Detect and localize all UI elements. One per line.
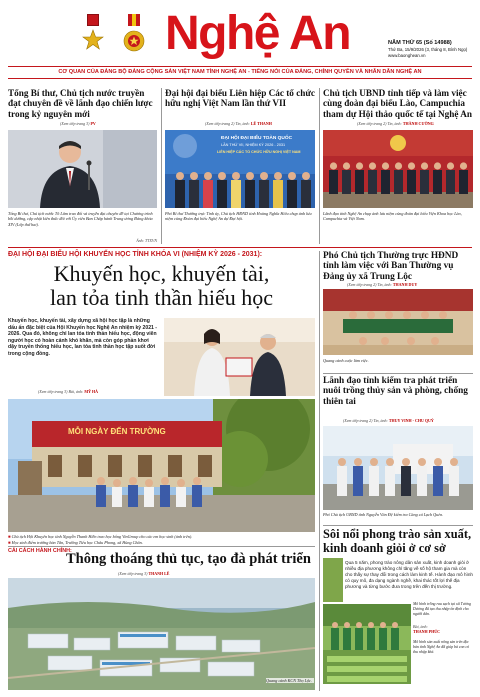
right-story-1[interactable]	[323, 251, 473, 371]
school-banner: MỖI NGÀY ĐẾN TRƯỜNG	[68, 427, 166, 436]
right-story-3-byline: Bài, ảnh: THANH PHÚC	[413, 624, 440, 634]
admin-reform-caption: Quang cảnh KCN Thọ Lộc.	[266, 678, 314, 683]
right-story-2-photo	[323, 426, 473, 510]
right-story-3[interactable]	[323, 528, 473, 690]
labor-order-medal-icon	[122, 14, 146, 60]
newspaper-title: Nghệ An	[165, 7, 351, 60]
column-divider	[319, 88, 320, 244]
lead-byline: (Xem tiếp trang 3) Bài, ảnh: MỸ HÀ	[38, 389, 98, 394]
top-story-1-headline[interactable]: Tổng Bí thư, Chủ tịch nước truyền đạt chuyên đề về lãnh đạo chiến lược trong kỷ nguyên mới	[8, 88, 153, 119]
right-story-1-caption: Quang cảnh cuộc làm việc.	[323, 358, 369, 363]
top-story-1-byline: (Xem tiếp trang 3) PV	[60, 121, 96, 126]
issue-date: Thứ Ba, 15/9/2026 (3, tháng 8, Bính Ngọ)	[388, 47, 468, 52]
top-story-3[interactable]	[323, 88, 473, 244]
section-divider	[323, 373, 473, 374]
admin-reform-kicker: CẢI CÁCH HÀNH CHÍNH:	[8, 548, 72, 554]
right-story-3-headline[interactable]: Sôi nổi phong trào sản xuất, kinh doanh giỏi ở cơ sở	[323, 527, 472, 555]
issue-number: NĂM THỨ 65 (Số 14988)	[388, 40, 452, 46]
admin-reform-photo	[8, 578, 315, 690]
column-divider	[319, 251, 320, 691]
right-story-1-photo	[323, 289, 473, 355]
section-divider	[323, 525, 473, 526]
top-story-2-headline[interactable]: Đại hội đại biểu Liên hiệp Các tổ chức hữu nghị Việt Nam lần thứ VII	[165, 88, 315, 109]
top-story-2[interactable]	[165, 88, 315, 244]
masthead-rule-top	[8, 66, 472, 67]
right-story-2-caption: Phó Chủ tịch UBND tỉnh Nguyễn Văn Đệ kiểm tra Cảng cá Lạch Quèn.	[323, 512, 444, 517]
lead-sapo: Khuyến học, khuyến tài, xây dựng xã hội học tập là những dấu ấn đặc biệt của Hội Khuyến học Nghệ An nhiệm kỳ 2021 - 2026. Qua đó, không chỉ lan tỏa tinh thần hiếu học, động viên người học có hoàn cảnh khó khăn, mà còn góp phần khơi dậy truyền thống hiếu học, lan tỏa tinh thần học tập suốt đời trong cộng đồng.	[8, 318, 157, 358]
right-story-1-headline[interactable]: Phó Chủ tịch Thường trực HĐND tỉnh làm việc với Ban Thường vụ Đảng ủy xã Trung Lộc	[323, 251, 459, 282]
admin-reform-story[interactable]	[8, 548, 315, 690]
section-divider	[8, 247, 472, 248]
top-story-3-byline: (Xem tiếp trang 2) Tin, ảnh: THÀNH CƯỜNG	[357, 121, 434, 126]
top-story-2-photo	[165, 130, 315, 208]
masthead-rule-bottom	[8, 78, 472, 79]
lead-headline-line-1[interactable]: Khuyến học, khuyến tài,	[53, 261, 270, 286]
lead-story[interactable]	[8, 251, 315, 551]
top-story-1-photo	[8, 130, 157, 208]
top-story-2-caption: Phó Bí thư Thường trực Tỉnh ủy, Chủ tịch HĐND tỉnh Hoàng Nghĩa Hiếu chụp ảnh lưu niệm cùng Đoàn đại biểu Nghệ An dự Đại hội.	[165, 211, 312, 222]
right-story-3-side-note-2: Mô hình sản xuất nông sản trên địa bàn tỉnh Nghệ An đã giúp bà con có thu nhập khá.	[413, 640, 470, 654]
lead-caption-1: ■ Chủ tịch Hội Khuyến học tỉnh Nguyễn Thanh Hiền trao học bổng VinGroup cho các em học sinh (ảnh trên).	[8, 534, 193, 539]
top-story-3-headline[interactable]: Chủ tịch UBND tỉnh tiếp và làm việc cùng đoàn đại biểu Lào, Campuchia tham dự Hội thảo quốc tế tại Nghệ An	[323, 88, 472, 119]
congress-banner-line-1: ĐẠI HỘI ĐẠI BIỂU TOÀN QUỐC	[221, 136, 293, 141]
admin-reform-headline[interactable]: Thông thoáng thủ tục, tạo đà phát triển	[66, 551, 311, 567]
right-story-2-headline[interactable]: Lãnh đạo tỉnh kiểm tra phát triển nuôi trồng thủy sản và phòng, chống thiên tai	[323, 376, 468, 407]
lead-headline-line-2[interactable]: lan tỏa tinh thần hiếu học	[50, 285, 273, 311]
congress-banner-line-2: LẦN THỨ VII, NHIỆM KỲ 2026 - 2031	[221, 143, 286, 147]
top-story-1-photo-credit: Ảnh: TTXVN	[136, 238, 157, 243]
lead-kicker: ĐẠI HỘI ĐẠI BIỂU HỘI KHUYẾN HỌC TỈNH KHÓA VI (NHIỆM KỲ 2026 - 2031):	[8, 251, 263, 258]
right-story-3-sapo: Qua 5 năm, phong trào nông dân sản xuất, kinh doanh giỏi ở nhiều địa phương không chỉ tăng về số hộ tham gia mà còn cho thấy sự thay đổi trong cách làm kinh tế. Hành đạo mô hình có quy mô, đa dạng ngành nghề, khai thác tốt lợi thế địa phương và từng bước đưa trong trên đến thị trường.	[345, 560, 473, 589]
lead-caption-2: ■ Học sinh điểm trường bản Tân, Trường Tiểu học Châu Phong, xã Hùng Chân.	[8, 540, 143, 545]
right-story-2-byline: (Xem tiếp trang 2) Tin, ảnh: THUY VINH - CHU QUÝ	[343, 418, 434, 423]
gold-star-medal-icon	[82, 14, 104, 60]
top-story-1[interactable]	[8, 88, 157, 244]
right-story-1-byline: (Xem tiếp trang 2) Tin, ảnh: THANH DUY	[347, 282, 418, 287]
lead-photo-school	[8, 399, 315, 532]
section-divider	[8, 546, 315, 547]
column-divider	[161, 88, 162, 244]
masthead	[0, 0, 480, 82]
right-story-3-side-photo	[323, 558, 343, 602]
website-url[interactable]: www.baonghean.vn	[388, 53, 426, 58]
admin-reform-byline: (Xem tiếp trang 3) THANH LÊ	[118, 571, 170, 576]
right-story-3-side-note: Mô hình trồng rau sạch tại xã Tương Dương đã tạo thu nhập ổn định cho người dân.	[413, 602, 471, 616]
top-story-3-caption: Lãnh đạo tỉnh Nghệ An chụp ảnh lưu niệm cùng đoàn đại biểu Viện Khoa học Lào, Campuchia và Việt Nam.	[323, 211, 462, 222]
top-story-1-caption: Tổng Bí thư, Chủ tịch nước Tô Lâm trao đổi và truyền đạt chuyên đề tại Chương trình bồi dưỡng, cập nhật kiến thức đối với Ủy viên Ban Chấp hành Trung ương Đảng khóa XIV (Lớp thứ hai).	[8, 211, 153, 227]
congress-banner-line-3: LIÊN HIỆP CÁC TỔ CHỨC HỮU NGHỊ VIỆT NAM	[217, 150, 301, 154]
right-story-3-photo	[323, 604, 411, 684]
right-story-2[interactable]	[323, 376, 473, 524]
masthead-tagline: CƠ QUAN CỦA ĐẢNG BỘ ĐẢNG CỘNG SẢN VIỆT NAM TỈNH NGHỆ AN - TIẾNG NÓI CỦA ĐẢNG, CHÍNH QUYỀN VÀ NHÂN DÂN NGHỆ AN	[58, 69, 422, 75]
top-story-2-byline: (Xem tiếp trang 2) Tin, ảnh: LÊ THANH	[205, 121, 272, 126]
top-story-3-photo	[323, 130, 473, 208]
lead-photo-award	[164, 318, 315, 396]
